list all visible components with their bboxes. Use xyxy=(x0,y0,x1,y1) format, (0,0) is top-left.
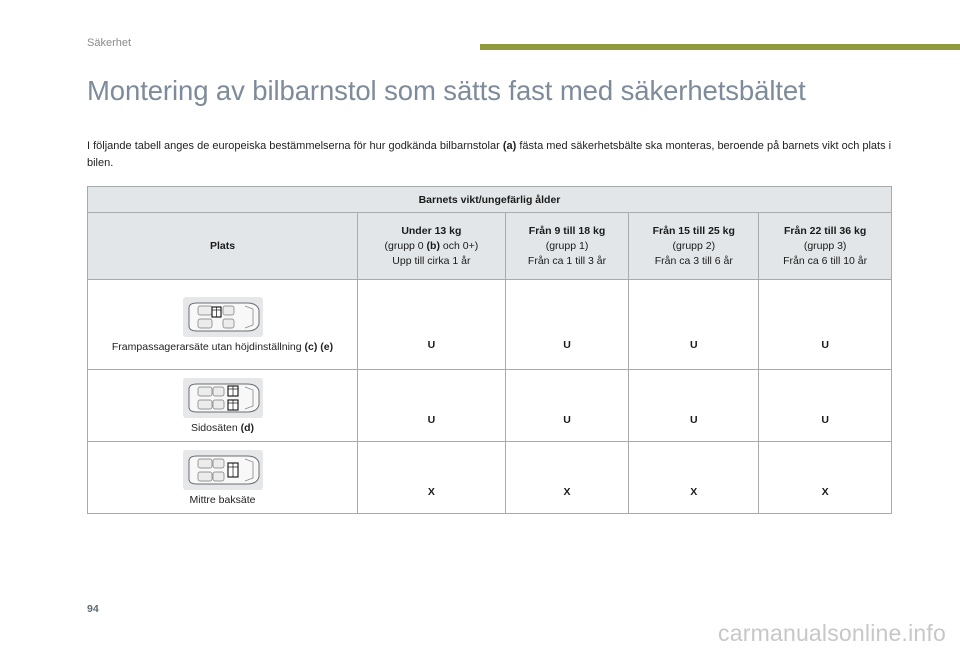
intro-text-after: fästa med säkerhetsbälte ska monteras, beroende på barnets vikt och plats i bilen. xyxy=(87,140,892,169)
section-label: Säkerhet xyxy=(87,37,132,49)
car-seat-position-middle-icon xyxy=(183,450,263,490)
table-header-row-weight xyxy=(88,187,892,213)
table-cell-value: U xyxy=(629,280,759,370)
column-header-group-1 xyxy=(505,213,629,280)
place-cell-side-seats xyxy=(88,370,358,442)
column-group-footnote: (b) xyxy=(426,239,440,252)
place-label xyxy=(190,494,256,506)
table-cell-value: U xyxy=(759,370,892,442)
place-header xyxy=(88,213,358,280)
table-row xyxy=(88,280,892,370)
table-cell-value: X xyxy=(505,442,629,514)
column-weight: Från 9 till 18 kg xyxy=(528,224,606,237)
place-header-label: Plats xyxy=(209,239,236,252)
car-seat-position-side-icon xyxy=(183,378,263,418)
page-number: 94 xyxy=(87,603,99,615)
column-weight: Från 22 till 36 kg xyxy=(783,224,867,237)
column-weight: Från 15 till 25 kg xyxy=(652,224,735,237)
place-label-text: Mittre baksäte xyxy=(189,493,256,506)
column-weight: Under 13 kg xyxy=(401,224,462,237)
table-header-row-columns xyxy=(88,213,892,280)
child-seat-table xyxy=(87,186,892,514)
page-title: Montering av bilbarnstol som sätts fast med säkerhetsbältet xyxy=(87,75,806,106)
table-cell-value: X xyxy=(759,442,892,514)
watermark-text: carmanualsonline.info xyxy=(718,620,946,646)
place-label-footnote: (d) xyxy=(240,421,255,434)
table-row xyxy=(88,442,892,514)
intro-text-before: I följande tabell anges de europeiska bestämmelserna för hur godkända bilbarnstolar xyxy=(87,140,500,152)
column-group-prefix: (grupp 0 xyxy=(384,239,427,252)
column-header-group-2 xyxy=(629,213,759,280)
column-header-group-0 xyxy=(358,213,506,280)
intro-footnote-marker: (a) xyxy=(502,140,517,152)
column-group: (grupp 1) xyxy=(545,239,589,252)
column-group-suffix: och 0+) xyxy=(439,239,479,252)
table-cell-value: U xyxy=(358,370,506,442)
table-cell-value: U xyxy=(759,280,892,370)
column-group: (grupp 3) xyxy=(803,239,847,252)
table-cell-value: U xyxy=(505,370,629,442)
column-age: Från ca 6 till 10 år xyxy=(783,254,868,267)
column-age: Från ca 1 till 3 år xyxy=(527,254,607,267)
column-age: Upp till cirka 1 år xyxy=(392,254,471,267)
table-cell-value: U xyxy=(505,280,629,370)
table-cell-value: X xyxy=(629,442,759,514)
place-cell-rear-middle xyxy=(88,442,358,514)
table-cell-value: X xyxy=(358,442,506,514)
place-label xyxy=(191,422,254,434)
place-label-footnote: (c) (e) xyxy=(304,340,334,353)
section-accent-bar xyxy=(480,44,960,50)
place-label-text: Sidosäten xyxy=(190,421,238,434)
weight-age-header: Barnets vikt/ungefärlig ålder xyxy=(88,187,892,213)
table-cell-value: U xyxy=(358,280,506,370)
intro-paragraph xyxy=(87,138,892,171)
column-header-group-3 xyxy=(759,213,892,280)
table-row xyxy=(88,370,892,442)
column-group: (grupp 2) xyxy=(672,239,716,252)
car-seat-position-front-icon xyxy=(183,297,263,337)
place-label-text: Frampassagerarsäte utan höjdinställning xyxy=(111,340,302,353)
place-label xyxy=(112,341,333,353)
column-age: Från ca 3 till 6 år xyxy=(654,254,733,267)
place-cell-front-passenger xyxy=(88,280,358,370)
table-cell-value: U xyxy=(629,370,759,442)
